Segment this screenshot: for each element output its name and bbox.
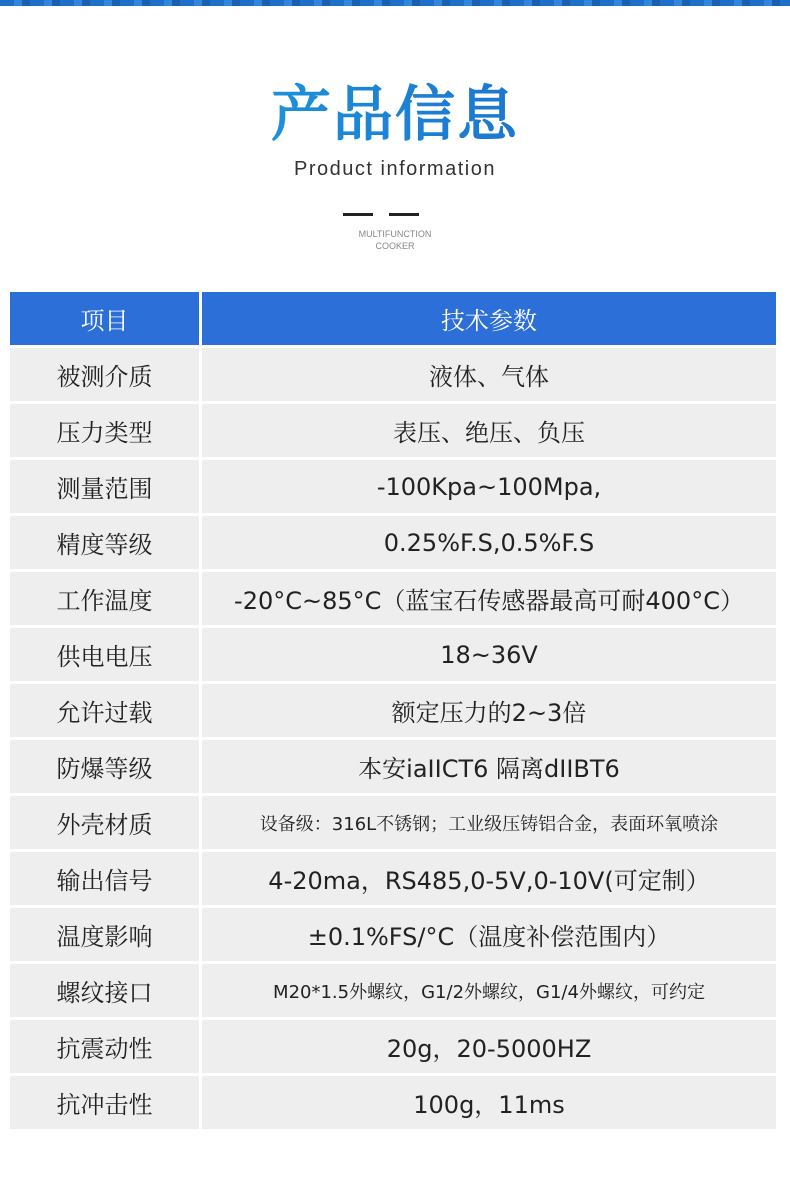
page-title: 产品信息 [0,72,790,158]
row-item-value: 设备级：316L不锈钢；工业级压铸铝合金，表面环氧喷涂 [202,796,776,852]
row-item-value: 18~36V [202,628,776,684]
row-item-value: 20g，20-5000HZ [202,1020,776,1076]
table-row [10,572,776,628]
row-item-name: 压力类型 [10,404,202,460]
row-item-value: 额定压力的2~3倍 [202,684,776,740]
column-header-params: 技术参数 [202,292,776,348]
table-row [10,796,776,852]
table-row [10,460,776,516]
top-decorative-strip [0,0,790,6]
row-item-value: -100Kpa~100Mpa, [202,460,776,516]
table-row [10,628,776,684]
row-item-name: 抗震动性 [10,1020,202,1076]
row-item-value: 4-20ma，RS485,0-5V,0-10V(可定制） [202,852,776,908]
row-item-value: 本安iaIICT6 隔离dIIBT6 [202,740,776,796]
column-header-item: 项目 [10,292,202,348]
row-item-name: 抗冲击性 [10,1076,202,1132]
row-item-value: 0.25%F.S,0.5%F.S [202,516,776,572]
row-item-name: 螺纹接口 [10,964,202,1020]
row-item-name: 防爆等级 [10,740,202,796]
tagline-line2: COOKER [375,241,415,251]
table-row [10,852,776,908]
divider-dash-left [343,213,373,216]
row-item-name: 供电电压 [10,628,202,684]
table-row [10,964,776,1020]
row-item-name: 精度等级 [10,516,202,572]
row-item-value: M20*1.5外螺纹，G1/2外螺纹，G1/4外螺纹，可约定 [202,964,776,1020]
table-row [10,908,776,964]
table-row [10,684,776,740]
row-item-name: 温度影响 [10,908,202,964]
table-header-row [10,292,776,348]
table-row [10,404,776,460]
divider-dash-right [389,213,419,216]
row-item-value: 液体、气体 [202,348,776,404]
row-item-name: 输出信号 [10,852,202,908]
table-row [10,740,776,796]
row-item-name: 允许过载 [10,684,202,740]
row-item-value: 100g，11ms [202,1076,776,1132]
table-row [10,348,776,404]
row-item-name: 测量范围 [10,460,202,516]
tagline-line1: MULTIFUNCTION [358,229,432,239]
row-item-value: -20°C~85°C（蓝宝石传感器最高可耐400°C） [202,572,776,628]
table-row [10,1020,776,1076]
page-subtitle: Product information [294,158,496,180]
row-item-name: 被测介质 [10,348,202,404]
row-item-value: ±0.1%FS/°C（温度补偿范围内） [202,908,776,964]
row-item-name: 外壳材质 [10,796,202,852]
spec-table [10,292,776,1132]
row-item-value: 表压、绝压、负压 [202,404,776,460]
row-item-name: 工作温度 [10,572,202,628]
table-row [10,1076,776,1132]
table-row [10,516,776,572]
